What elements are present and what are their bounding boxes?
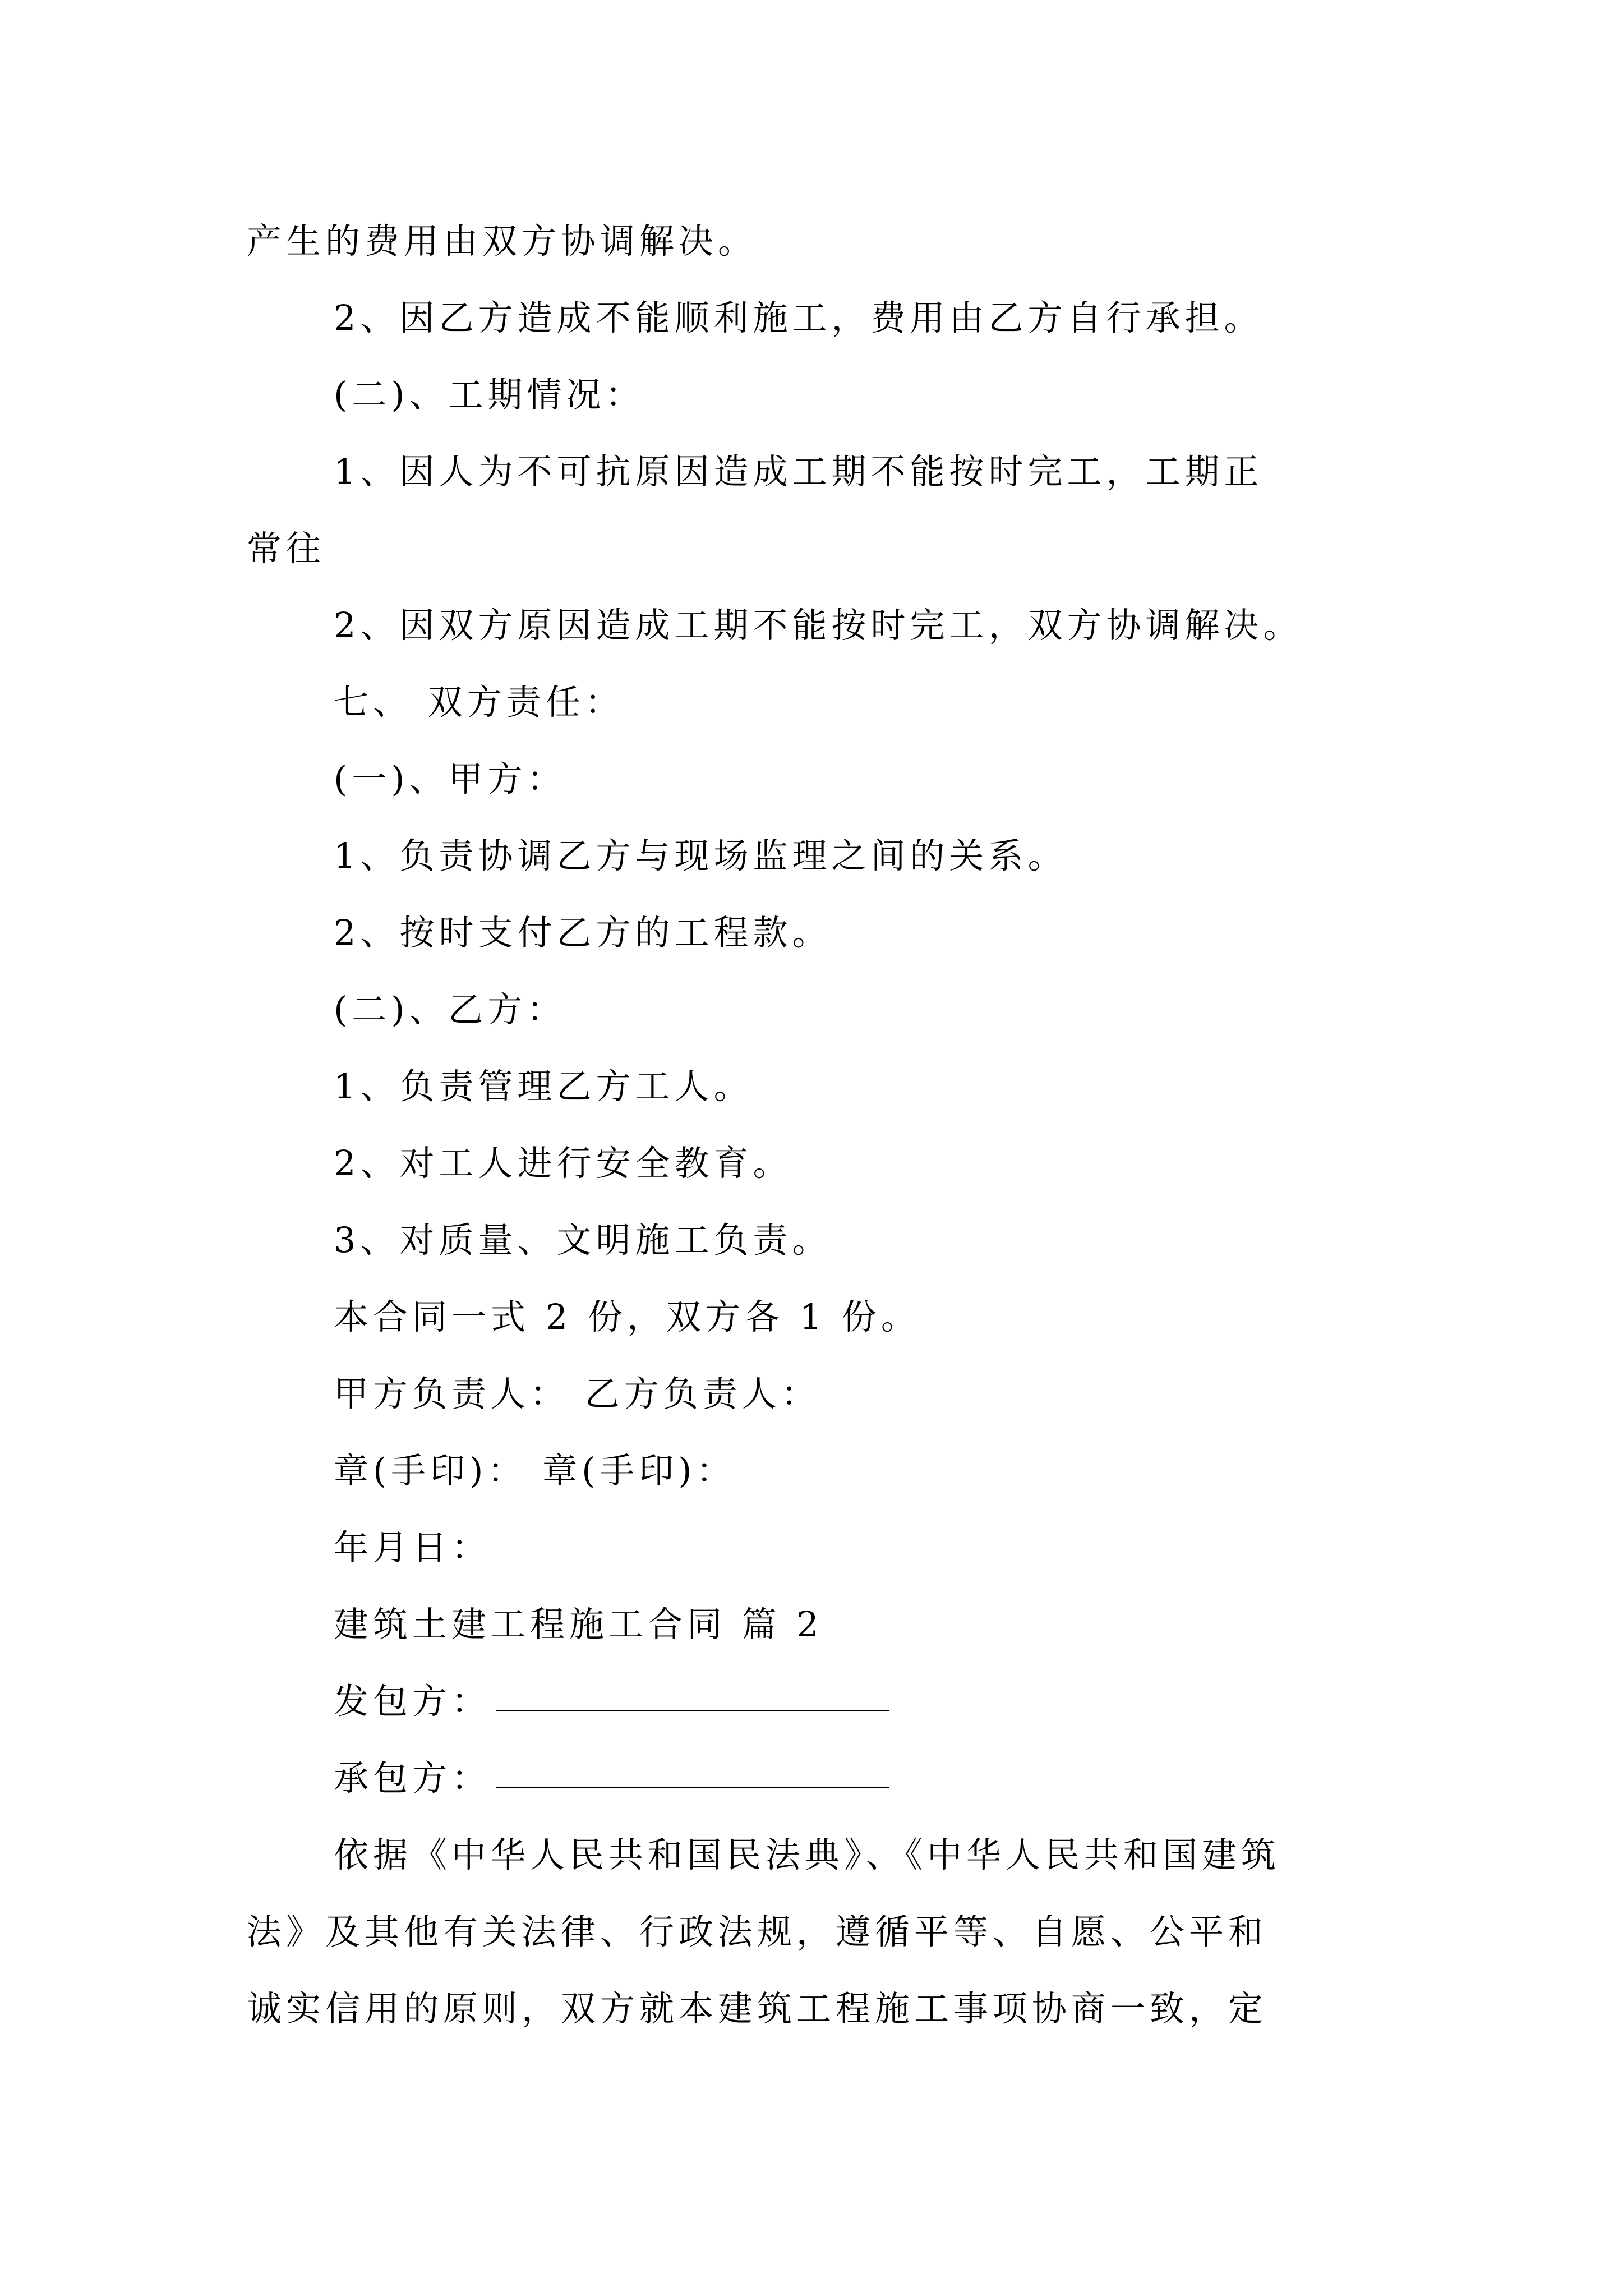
text-line: 本合同一式 2 份，双方各 1 份。	[334, 1296, 920, 1337]
text-line: (一)、甲方：	[334, 758, 566, 799]
text-line: 产生的费用由双方协调解决。	[247, 220, 758, 261]
text-line: 1、负责协调乙方与现场监理之间的关系。	[334, 835, 1067, 876]
contractor-blank	[496, 1787, 889, 1788]
section-heading: 七、 双方责任：	[334, 682, 624, 723]
contractor-label: 承包方：	[334, 1757, 491, 1798]
text-line: 1、负责管理乙方工人。	[334, 1066, 753, 1107]
text-line: (二)、乙方：	[334, 989, 566, 1030]
text-line: 诚实信用的原则，双方就本建筑工程施工事项协商一致，定	[247, 1988, 1268, 2029]
contract-title: 建筑土建工程施工合同 篇 2	[334, 1604, 823, 1645]
employer-field	[334, 1679, 889, 1724]
employer-blank	[496, 1710, 889, 1711]
date-line: 年月日：	[334, 1527, 491, 1568]
text-line: 2、因双方原因造成工期不能按时完工，双方协调解决。	[334, 605, 1303, 646]
seal-line: 章(手印)： 章(手印)：	[334, 1450, 736, 1491]
employer-label: 发包方：	[334, 1681, 491, 1722]
text-line: 3、对质量、文明施工负责。	[334, 1220, 832, 1260]
text-line: 2、因乙方造成不能顺利施工，费用由乙方自行承担。	[334, 297, 1264, 338]
signature-line: 甲方负责人： 乙方负责人：	[334, 1373, 820, 1414]
text-line: 1、因人为不可抗原因造成工期不能按时完工，工期正	[334, 451, 1264, 492]
text-line: 依据《中华人民共和国民法典》、《中华人民共和国建筑	[334, 1834, 1281, 1875]
text-line: 法》及其他有关法律、行政法规，遵循平等、自愿、公平和	[247, 1911, 1268, 1952]
text-line: 常往	[247, 528, 326, 569]
text-line: 2、对工人进行安全教育。	[334, 1143, 792, 1184]
contractor-field	[334, 1756, 889, 1801]
text-line: (二)、工期情况：	[334, 374, 645, 415]
text-line: 2、按时支付乙方的工程款。	[334, 912, 832, 953]
